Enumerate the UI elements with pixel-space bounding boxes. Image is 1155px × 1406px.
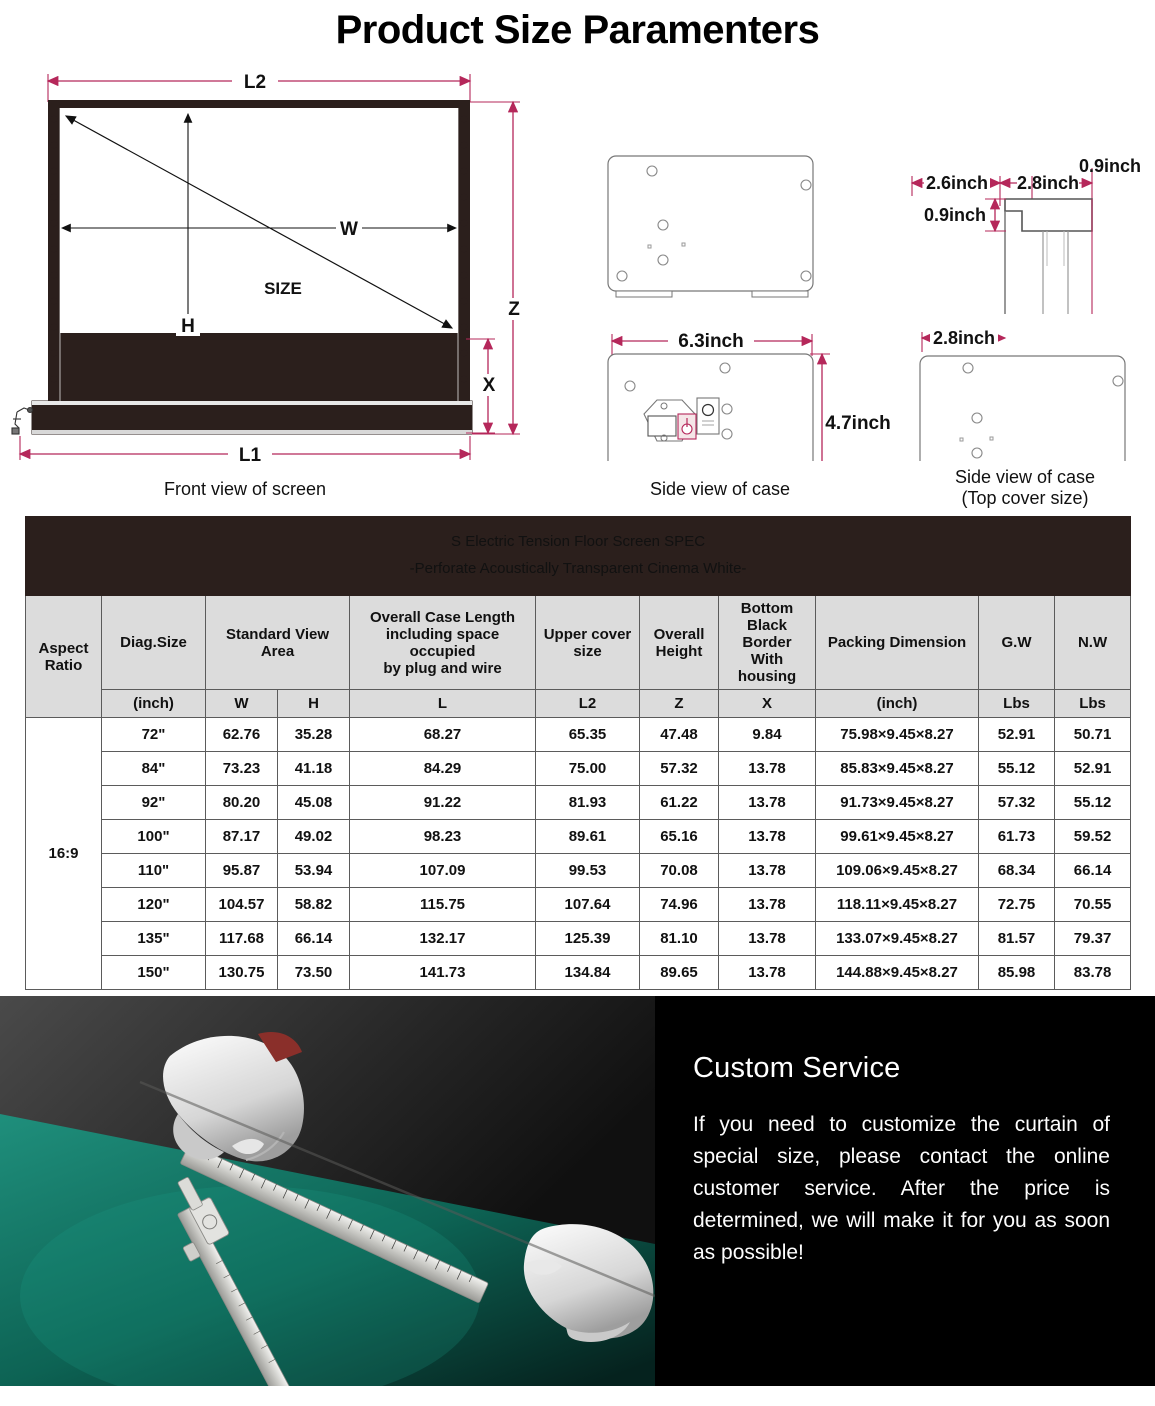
cell-nw: 79.37 (1055, 922, 1131, 956)
table-row (26, 854, 1131, 888)
cell-w: 117.68 (206, 922, 278, 956)
cell-diag: 92" (102, 786, 206, 820)
bottom-section (0, 996, 1155, 1386)
subheader-w: W (206, 690, 278, 718)
header-overall-height-line1: Overall (653, 625, 705, 643)
caption-top-cover-line1: Side view of case (954, 467, 1096, 487)
caption-top-cover-line2: (Top cover size) (961, 488, 1089, 508)
cell-packing: 133.07×9.45×8.27 (816, 922, 979, 956)
custom-service-heading: Custom Service (693, 1052, 901, 1084)
cell-h: 73.50 (278, 956, 350, 990)
cell-l2: 107.64 (536, 888, 640, 922)
cell-l2: 134.84 (536, 956, 640, 990)
cell-h: 66.14 (278, 922, 350, 956)
header-nw: N.W (1055, 596, 1131, 690)
top-cover-size-diagram (912, 168, 1092, 352)
cell-x: 13.78 (719, 820, 816, 854)
label-z: Z (508, 299, 520, 320)
front-view-diagram (12, 70, 526, 461)
custom-service-panel (655, 996, 1155, 1386)
diagram-captions (0, 461, 1155, 516)
table-row (26, 922, 1131, 956)
cell-x: 13.78 (719, 956, 816, 990)
header-upper-cover-size (536, 596, 640, 690)
cell-diag: 84" (102, 752, 206, 786)
cell-packing: 118.11×9.45×8.27 (816, 888, 979, 922)
cell-w: 130.75 (206, 956, 278, 990)
cell-diag: 72" (102, 718, 206, 752)
cell-x: 9.84 (719, 718, 816, 752)
spec-table-wrap (0, 516, 1155, 990)
ac-inlet-icon (644, 400, 696, 441)
cell-h: 45.08 (278, 786, 350, 820)
cell-gw: 57.32 (979, 786, 1055, 820)
header-standard-view-area (206, 596, 350, 690)
subheader-l2: L2 (536, 690, 640, 718)
header-bottom-black-border-line1: Bottom Black (740, 600, 794, 634)
label-cover-left: 2.6inch (925, 173, 989, 193)
cell-z: 81.10 (640, 922, 719, 956)
header-overall-case-length-line1: Overall Case Length (369, 608, 516, 626)
header-diag-size: Diag.Size (102, 596, 206, 690)
cell-z: 61.22 (640, 786, 719, 820)
cell-w: 80.20 (206, 786, 278, 820)
cell-w: 87.17 (206, 820, 278, 854)
cell-packing: 109.06×9.45×8.27 (816, 854, 979, 888)
cell-diag: 100" (102, 820, 206, 854)
cell-l: 84.29 (350, 752, 536, 786)
header-standard-view-area-line2: Area (260, 642, 295, 660)
table-row (26, 786, 1131, 820)
subheader-h: H (278, 690, 350, 718)
cell-l: 91.22 (350, 786, 536, 820)
cell-l2: 89.61 (536, 820, 640, 854)
label-w: W (340, 219, 358, 240)
cell-packing: 85.83×9.45×8.27 (816, 752, 979, 786)
header-upper-cover-size-line2: size (573, 642, 602, 660)
cell-x: 13.78 (719, 922, 816, 956)
cell-nw: 66.14 (1055, 854, 1131, 888)
cell-l2: 125.39 (536, 922, 640, 956)
header-aspect-ratio-line1: Aspect (38, 639, 89, 657)
cell-h: 53.94 (278, 854, 350, 888)
table-row (26, 718, 1131, 752)
cell-l: 132.17 (350, 922, 536, 956)
caption-front-view: Front view of screen (163, 479, 327, 499)
cell-nw: 83.78 (1055, 956, 1131, 990)
cell-x: 13.78 (719, 888, 816, 922)
label-side-height: 4.7inch (825, 413, 891, 434)
cell-w: 95.87 (206, 854, 278, 888)
cell-l: 115.75 (350, 888, 536, 922)
cell-h: 49.02 (278, 820, 350, 854)
cell-nw: 52.91 (1055, 752, 1131, 786)
cell-x: 13.78 (719, 854, 816, 888)
header-overall-case-length (350, 596, 536, 690)
caption-side-view: Side view of case (649, 479, 791, 499)
cell-w: 104.57 (206, 888, 278, 922)
cell-packing: 99.61×9.45×8.27 (816, 820, 979, 854)
side-view-case-upper (608, 156, 813, 297)
cell-gw: 81.57 (979, 922, 1055, 956)
subheader-packing: (inch) (816, 690, 979, 718)
cell-h: 41.18 (278, 752, 350, 786)
cell-z: 65.16 (640, 820, 719, 854)
spec-title-line1: S Electric Tension Floor Screen SPEC (451, 533, 706, 550)
cell-nw: 59.52 (1055, 820, 1131, 854)
label-cover-middle: 2.8inch (1016, 173, 1080, 193)
subheader-z: Z (640, 690, 719, 718)
cell-gw: 52.91 (979, 718, 1055, 752)
cell-l: 107.09 (350, 854, 536, 888)
cell-z: 70.08 (640, 854, 719, 888)
cell-gw: 85.98 (979, 956, 1055, 990)
subheader-gw: Lbs (979, 690, 1055, 718)
subheader-diag-size: (inch) (102, 690, 206, 718)
subheader-l: L (350, 690, 536, 718)
cell-gw: 55.12 (979, 752, 1055, 786)
cell-l: 141.73 (350, 956, 536, 990)
header-bottom-black-border-line3: With housing (737, 651, 797, 685)
cell-nw: 70.55 (1055, 888, 1131, 922)
cell-gw: 72.75 (979, 888, 1055, 922)
diagram-area (0, 56, 1155, 461)
cell-l2: 81.93 (536, 786, 640, 820)
label-x: X (482, 375, 496, 396)
cell-aspect-ratio: 16:9 (26, 718, 102, 990)
label-cover-vertical: 0.9inch (923, 205, 987, 225)
cell-h: 35.28 (278, 718, 350, 752)
cell-diag: 120" (102, 888, 206, 922)
label-l1: L1 (238, 445, 262, 461)
header-overall-case-length-line3: by plug and wire (383, 659, 502, 677)
cell-packing: 144.88×9.45×8.27 (816, 956, 979, 990)
page-title: Product Size Paramenters (335, 8, 820, 52)
cell-z: 57.32 (640, 752, 719, 786)
cell-z: 47.48 (640, 718, 719, 752)
cell-diag: 150" (102, 956, 206, 990)
label-l2: L2 (243, 72, 267, 93)
caption-top-cover-view (895, 467, 1155, 509)
header-overall-height-line2: Height (655, 642, 703, 660)
spec-table (25, 516, 1131, 990)
cell-gw: 68.34 (979, 854, 1055, 888)
cell-w: 62.76 (206, 718, 278, 752)
cell-packing: 91.73×9.45×8.27 (816, 786, 979, 820)
header-bottom-black-border-line2: Border (742, 634, 792, 651)
header-overall-case-length-line2: including space occupied (385, 625, 500, 660)
cell-diag: 110" (102, 854, 206, 888)
header-packing-dimension: Packing Dimension (816, 596, 979, 690)
cell-z: 89.65 (640, 956, 719, 990)
cell-nw: 55.12 (1055, 786, 1131, 820)
spec-table-title (26, 517, 1131, 596)
table-row (26, 888, 1131, 922)
table-row (26, 752, 1131, 786)
label-side-width: 6.3inch (678, 331, 744, 352)
subheader-nw: Lbs (1055, 690, 1131, 718)
cell-nw: 50.71 (1055, 718, 1131, 752)
rocker-switch-icon (697, 398, 719, 434)
cell-l2: 65.35 (536, 718, 640, 752)
side-view-case-right (920, 356, 1125, 461)
cell-l: 98.23 (350, 820, 536, 854)
label-cover-right: 0.9inch (1078, 156, 1142, 176)
cell-l2: 99.53 (536, 854, 640, 888)
header-overall-height (640, 596, 719, 690)
cell-l: 68.27 (350, 718, 536, 752)
header-bottom-black-border (719, 596, 816, 690)
cell-l2: 75.00 (536, 752, 640, 786)
label-cover-lower: 2.8inch (932, 328, 996, 348)
photo-illustration (0, 996, 655, 1386)
header-gw: G.W (979, 596, 1055, 690)
custom-service-body: If you need to customize the curtain of special size, please contact the online customer service. After the price is determined, we will make it for you as soon as possible! (693, 1113, 1110, 1264)
label-size: SIZE (264, 279, 302, 298)
header-upper-cover-size-line1: Upper cover (543, 625, 632, 643)
header-aspect-ratio-line2: Ratio (44, 656, 83, 674)
cell-h: 58.82 (278, 888, 350, 922)
measuring-photo (0, 996, 655, 1386)
cell-packing: 75.98×9.45×8.27 (816, 718, 979, 752)
cell-gw: 61.73 (979, 820, 1055, 854)
header-standard-view-area-line1: Standard View (225, 625, 330, 643)
label-h: H (181, 316, 195, 337)
subheader-x: X (719, 690, 816, 718)
technical-drawings (0, 56, 1155, 461)
cell-diag: 135" (102, 922, 206, 956)
table-row (26, 956, 1131, 990)
table-row (26, 820, 1131, 854)
header-aspect-ratio (26, 596, 102, 718)
cell-x: 13.78 (719, 752, 816, 786)
cell-w: 73.23 (206, 752, 278, 786)
cell-z: 74.96 (640, 888, 719, 922)
spec-title-line2: -Perforate Acoustically Transparent Cinema White- (409, 560, 747, 577)
cell-x: 13.78 (719, 786, 816, 820)
spec-table-body (26, 718, 1131, 990)
